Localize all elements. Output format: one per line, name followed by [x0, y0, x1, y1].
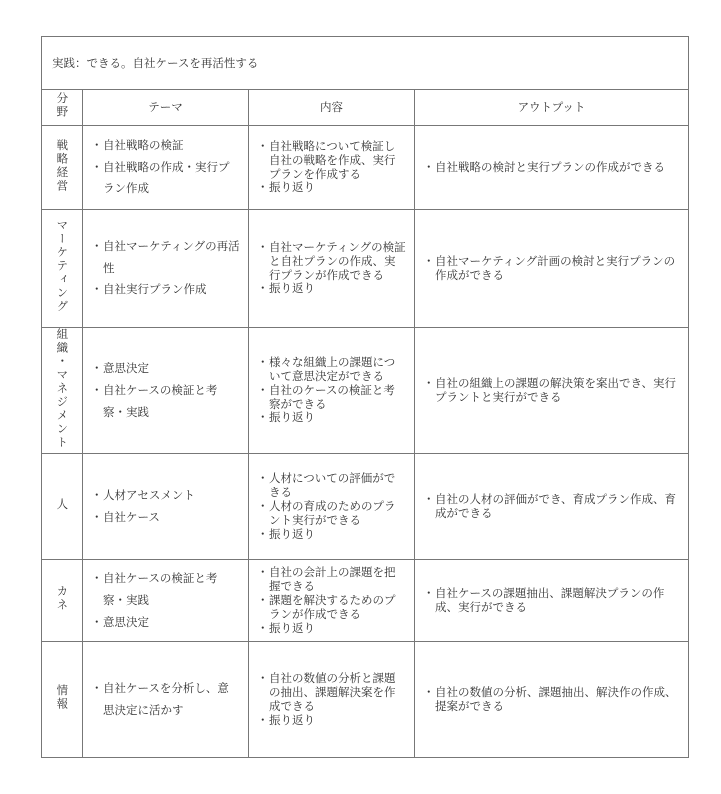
output-cell — [415, 454, 689, 560]
output-cell — [415, 328, 689, 454]
theme-cell — [83, 328, 249, 454]
field-cell — [42, 560, 83, 642]
list-item: ・ 自社の数値の分析と課題の抽出、課題解決案を作成できる — [259, 672, 406, 713]
list-item: ・ 振り返り — [259, 714, 406, 728]
list-item: ・ 自社マーケティングの再活性 — [93, 236, 240, 280]
list-item: ・ 自社戦略の作成・実行プラン作成 — [93, 157, 240, 201]
theme-cell — [83, 126, 249, 210]
program-table-container — [41, 36, 688, 758]
list-item: ・ 自社のケースの検証と考察ができる — [259, 384, 406, 412]
list-item: ・ 自社マーケティングの検証と自社プランの作成、実行プランが作成できる — [259, 241, 406, 282]
field-label: カネ — [55, 585, 70, 613]
field-cell — [42, 126, 83, 210]
list-item: ・ 自社マーケティング計画の検討と実行プランの作成ができる — [425, 255, 680, 283]
output-list — [415, 161, 688, 175]
output-list — [415, 255, 688, 283]
theme-cell — [83, 210, 249, 328]
list-item: ・ 振り返り — [259, 282, 406, 296]
list-item: ・ 振り返り — [259, 411, 406, 425]
output-list — [415, 686, 688, 714]
content-cell — [249, 560, 415, 642]
table-row — [42, 210, 689, 328]
list-item: ・ 自社の数値の分析、課題抽出、解決作の作成、提案ができる — [425, 686, 680, 714]
output-cell — [415, 642, 689, 758]
output-list — [415, 377, 688, 405]
list-item: ・ 振り返り — [259, 528, 406, 542]
list-item: ・ 人材についての評価ができる — [259, 472, 406, 500]
list-item: ・ 自社戦略の検証 — [93, 135, 240, 157]
theme-list — [83, 236, 248, 302]
table-row — [42, 454, 689, 560]
theme-cell — [83, 560, 249, 642]
content-list — [249, 672, 414, 727]
theme-cell — [83, 454, 249, 560]
content-cell — [249, 210, 415, 328]
list-item: ・ 振り返り — [259, 622, 406, 636]
content-list — [249, 472, 414, 541]
field-label: 人 — [55, 498, 70, 512]
list-item: ・ 自社の会計上の課題を把握できる — [259, 566, 406, 594]
list-item: ・ 自社の人材の評価ができ、育成プラン作成、育成ができる — [425, 493, 680, 521]
field-cell — [42, 454, 83, 560]
table-row — [42, 328, 689, 454]
list-item: ・ 様々な組織上の課題について意思決定ができる — [259, 356, 406, 384]
field-cell — [42, 210, 83, 328]
field-label: 組織・マネジメント — [55, 328, 70, 450]
output-list — [415, 587, 688, 615]
theme-list — [83, 135, 248, 201]
list-item: ・ 自社ケースを分析し、意思決定に活かす — [93, 678, 240, 722]
header-output: アウトプット — [415, 90, 689, 126]
header-row — [42, 90, 689, 126]
output-cell — [415, 210, 689, 328]
table-title: 実践：できる。自社ケースを再活性する — [42, 37, 689, 90]
theme-list — [83, 358, 248, 424]
content-cell — [249, 642, 415, 758]
list-item: ・ 自社ケースの検証と考察・実践 — [93, 380, 240, 424]
field-cell — [42, 328, 83, 454]
theme-list — [83, 568, 248, 634]
content-cell — [249, 454, 415, 560]
field-cell — [42, 642, 83, 758]
list-item: ・ 意思決定 — [93, 358, 240, 380]
content-cell — [249, 126, 415, 210]
title-row — [42, 37, 689, 90]
list-item: ・ 課題を解決するためのプランが作成できる — [259, 594, 406, 622]
output-cell — [415, 560, 689, 642]
field-label: マーケティング — [55, 219, 70, 314]
list-item: ・ 意思決定 — [93, 612, 240, 634]
list-item: ・ 自社ケースの検証と考察・実践 — [93, 568, 240, 612]
list-item: ・ 人材の育成のためのプラント実行ができる — [259, 500, 406, 528]
table-row — [42, 560, 689, 642]
list-item: ・ 自社ケース — [93, 507, 240, 529]
theme-cell — [83, 642, 249, 758]
theme-list — [83, 678, 248, 722]
output-cell — [415, 126, 689, 210]
list-item: ・ 自社の組織上の課題の解決策を案出でき、実行プラントと実行ができる — [425, 377, 680, 405]
header-field: 分野 — [42, 90, 83, 126]
list-item: ・ 振り返り — [259, 181, 406, 195]
list-item: ・ 人材アセスメント — [93, 485, 240, 507]
content-list — [249, 241, 414, 296]
header-content: 内容 — [249, 90, 415, 126]
theme-list — [83, 485, 248, 529]
header-theme: テーマ — [83, 90, 249, 126]
output-list — [415, 493, 688, 521]
content-list — [249, 140, 414, 195]
content-cell — [249, 328, 415, 454]
list-item: ・ 自社戦略について検証し自社の戦略を作成、実行プランを作成する — [259, 140, 406, 181]
table-row — [42, 642, 689, 758]
list-item: ・ 自社ケースの課題抽出、課題解決プランの作成、実行ができる — [425, 587, 680, 615]
table-row — [42, 126, 689, 210]
list-item: ・ 自社実行プラン作成 — [93, 279, 240, 301]
content-list — [249, 356, 414, 425]
content-list — [249, 566, 414, 635]
program-table — [41, 36, 689, 758]
field-label: 情報 — [55, 684, 70, 712]
field-label: 戦略経営 — [55, 138, 70, 193]
list-item: ・ 自社戦略の検討と実行プランの作成ができる — [425, 161, 680, 175]
